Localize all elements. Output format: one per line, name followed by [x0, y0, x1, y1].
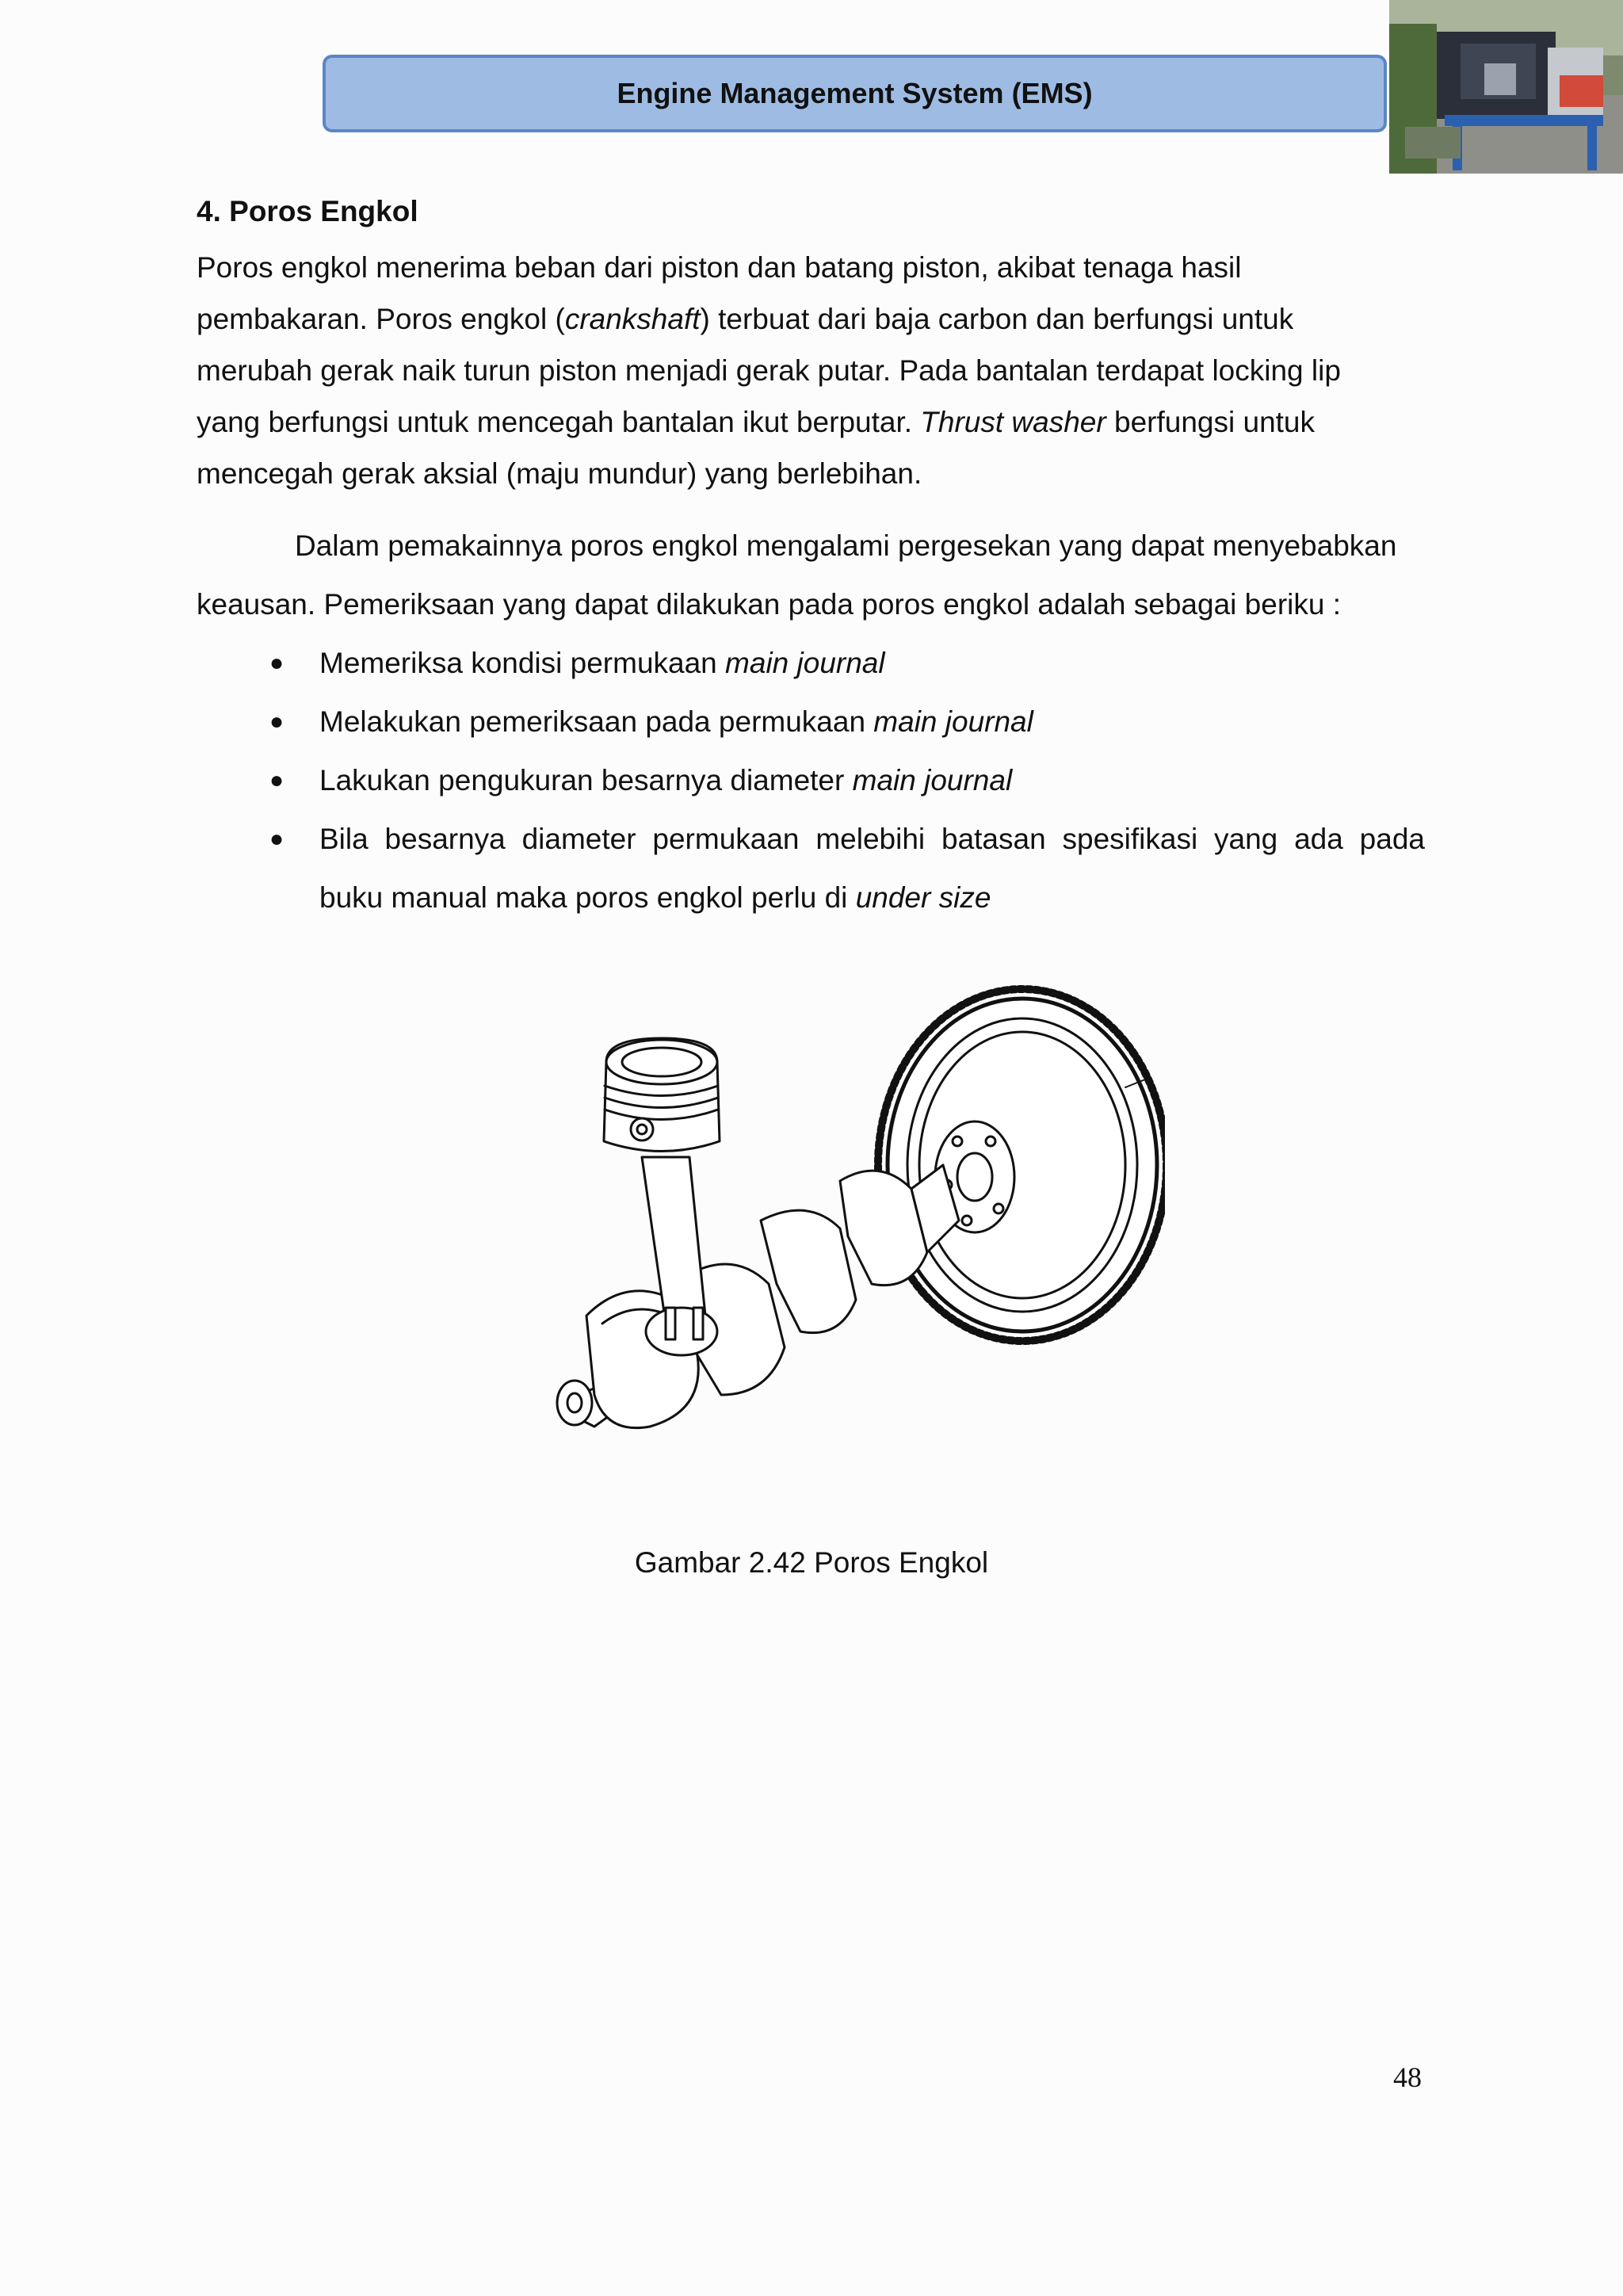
text-line: Poros engkol menerima beban dari piston dan batang piston, akibat tenaga hasil: [197, 251, 1242, 284]
bullet-icon: ●: [269, 709, 285, 735]
text-line: buku manual maka poros engkol perlu di under size: [319, 881, 991, 914]
chapter-header: [323, 55, 1387, 132]
text-line: yang berfungsi untuk mencegah bantalan ikut berputar. Thrust washer berfungsi untuk: [197, 406, 1316, 438]
figure-caption: Gambar 2.42 Poros Engkol: [634, 1546, 989, 1579]
text-line: Dalam pemakainnya poros engkol mengalami pergesekan yang dapat menyebabkan: [295, 529, 1397, 562]
list-item: ● Lakukan pengukuran besarnya diameter main journal: [197, 751, 1433, 810]
page-number: 48: [1393, 2061, 1422, 2093]
chapter-title: Engine Management System (EMS): [617, 77, 1093, 109]
bullet-icon: ●: [269, 826, 285, 852]
text-line: mencegah gerak aksial (maju mundur) yang berlebihan.: [197, 457, 922, 490]
paragraph-crankshaft-description: [197, 242, 1433, 499]
list-item: [197, 810, 1433, 927]
text-line: pembakaran. Poros engkol (crankshaft) terbuat dari baja carbon dan berfungsi untuk: [197, 303, 1294, 335]
text-line: keausan. Pemeriksaan yang dapat dilakukan pada poros engkol adalah sebagai beriku :: [197, 588, 1341, 621]
paragraph-inspection-intro: [197, 517, 1425, 634]
list-item: ● Melakukan pemeriksaan pada permukaan main journal: [197, 693, 1433, 751]
section-title: 4. Poros Engkol: [197, 195, 418, 227]
crankshaft-illustration-icon: [468, 983, 1165, 1474]
inspection-list: [197, 634, 1433, 927]
bullet-icon: ●: [269, 650, 285, 676]
list-item: ● Memeriksa kondisi permukaan main journal: [197, 634, 1433, 693]
engine-trainer-photo-icon: [1389, 0, 1623, 174]
bullet-icon: ●: [269, 767, 285, 793]
text-line: merubah gerak naik turun piston menjadi gerak putar. Pada bantalan terdapat locking lip: [197, 354, 1341, 387]
text-line: Bila besarnya diameter permukaan melebihi batasan spesifikasi yang ada pada: [319, 823, 1425, 855]
